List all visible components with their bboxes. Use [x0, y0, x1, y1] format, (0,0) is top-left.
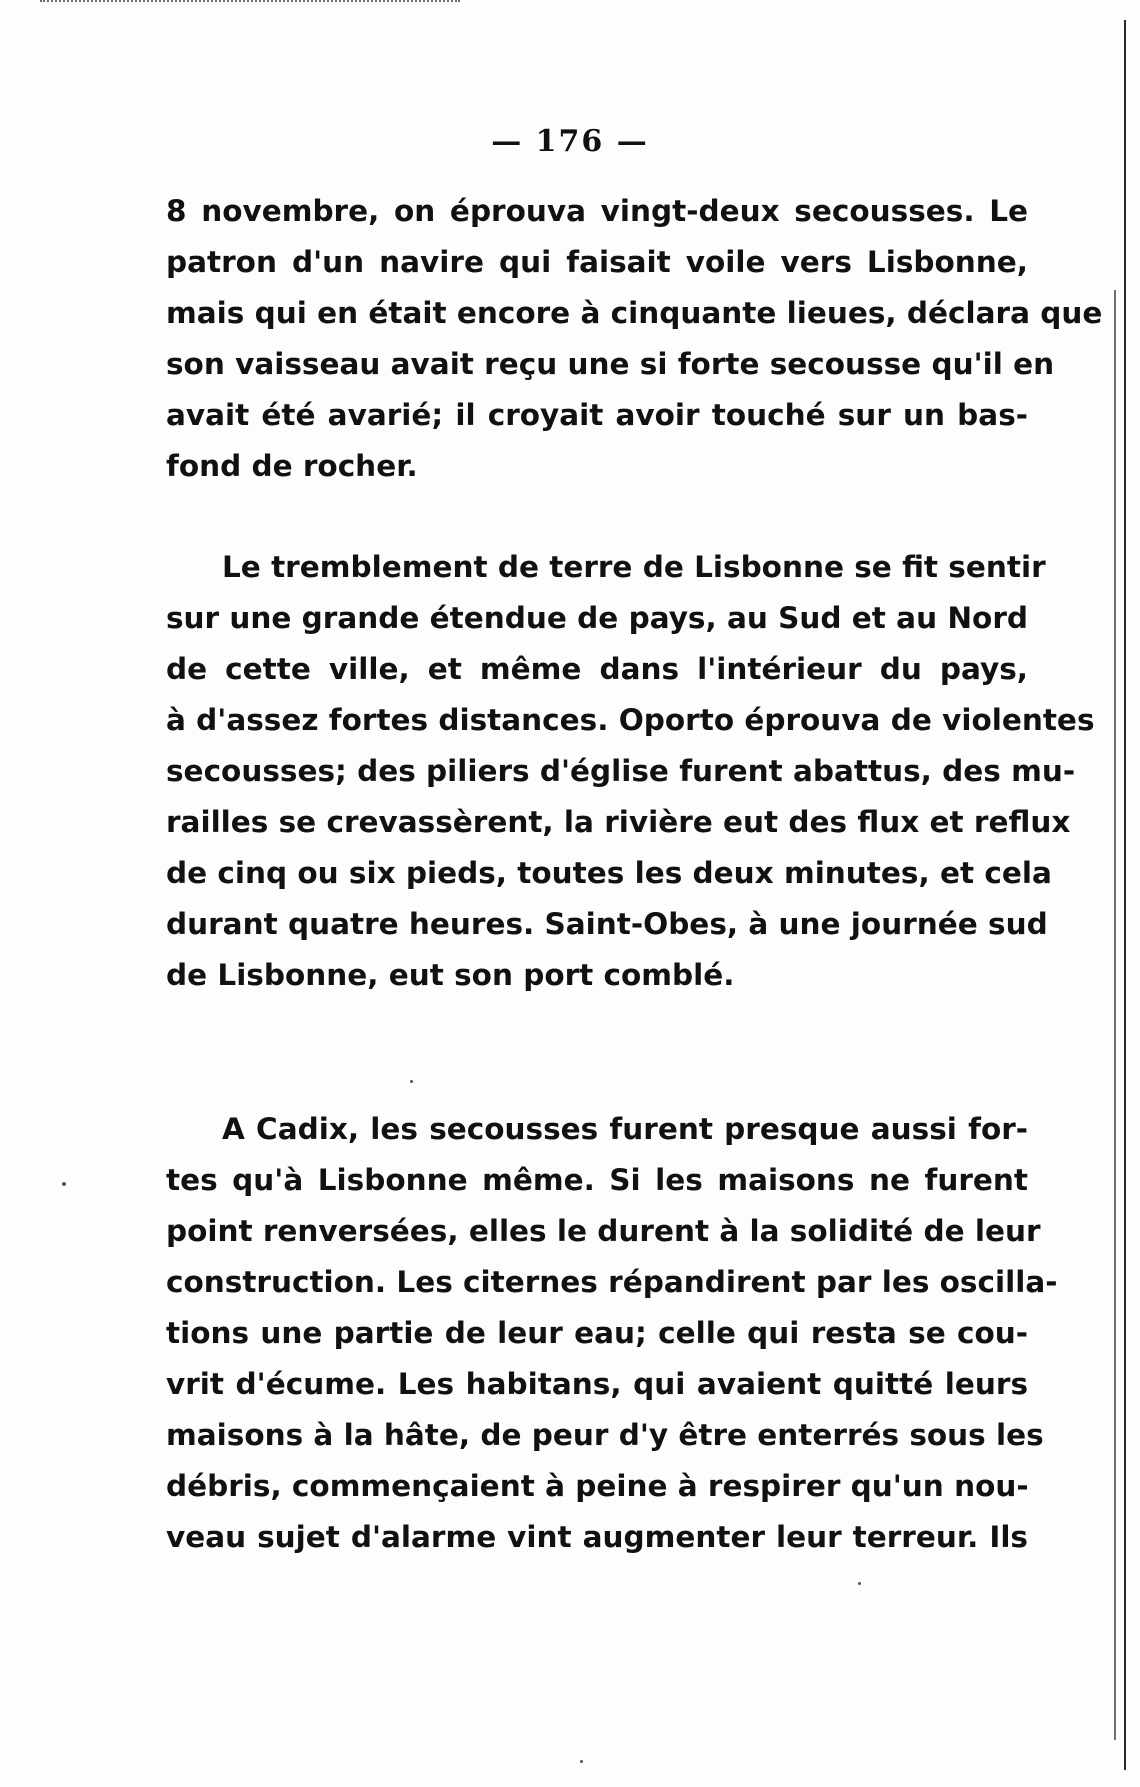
text-line: de Lisbonne, eut son port comblé. [166, 958, 735, 992]
page-number: — 176 — [491, 124, 649, 159]
text-line: construction. Les citernes répandirent par les oscilla- [166, 1265, 1058, 1299]
text-line: débris, commençaient à peine à respirer qu'un nou- [166, 1469, 1029, 1503]
scan-edge-right [1124, 20, 1126, 1770]
text-line: patron d'un navire qui faisait voile vers Lisbonne, [166, 245, 1028, 279]
text-line: à d'assez fortes distances. Oporto éprouva de violentes [166, 703, 1095, 737]
text-line: secousses; des piliers d'église furent abattus, des mu- [166, 754, 1076, 788]
scan-speck [410, 1080, 413, 1083]
text-line: A Cadix, les secousses furent presque aussi for- [222, 1112, 1028, 1146]
text-line: tes qu'à Lisbonne même. Si les maisons ne furent [166, 1163, 1028, 1197]
paragraph-3 [166, 1104, 1058, 1563]
text-line: mais qui en était encore à cinquante lieues, déclara que [166, 296, 1103, 330]
text-line: tions une partie de leur eau; celle qui resta se cou- [166, 1316, 1028, 1350]
text-line: maisons à la hâte, de peur d'y être enterrés sous les [166, 1418, 1044, 1452]
text-line: fond de rocher. [166, 449, 418, 483]
scan-edge-top [40, 0, 460, 6]
text-line: vrit d'écume. Les habitans, qui avaient quitté leurs [166, 1367, 1028, 1401]
paragraph-2 [166, 542, 1095, 1001]
scan-speck [580, 1760, 583, 1763]
text-line: railles se crevassèrent, la rivière eut des flux et reflux [166, 805, 1071, 839]
text-line: 8 novembre, on éprouva vingt-deux secousses. Le [166, 194, 1028, 228]
text-line: durant quatre heures. Saint-Obes, à une journée sud [166, 907, 1048, 941]
text-line: avait été avarié; il croyait avoir touché sur un bas- [166, 398, 1028, 432]
text-line: veau sujet d'alarme vint augmenter leur terreur. Ils [166, 1520, 1028, 1554]
scan-speck [62, 1182, 66, 1186]
text-line: Le tremblement de terre de Lisbonne se fit sentir [222, 550, 1046, 584]
text-line: point renversées, elles le durent à la solidité de leur [166, 1214, 1041, 1248]
scan-edge-right-inner [1114, 290, 1116, 1740]
paragraph-1 [166, 186, 1103, 492]
text-line: de cette ville, et même dans l'intérieur du pays, [166, 652, 1028, 686]
scan-speck [858, 1582, 861, 1585]
text-line: sur une grande étendue de pays, au Sud et au Nord [166, 601, 1028, 635]
text-line: de cinq ou six pieds, toutes les deux minutes, et cela [166, 856, 1052, 890]
text-line: son vaisseau avait reçu une si forte secousse qu'il en [166, 347, 1055, 381]
